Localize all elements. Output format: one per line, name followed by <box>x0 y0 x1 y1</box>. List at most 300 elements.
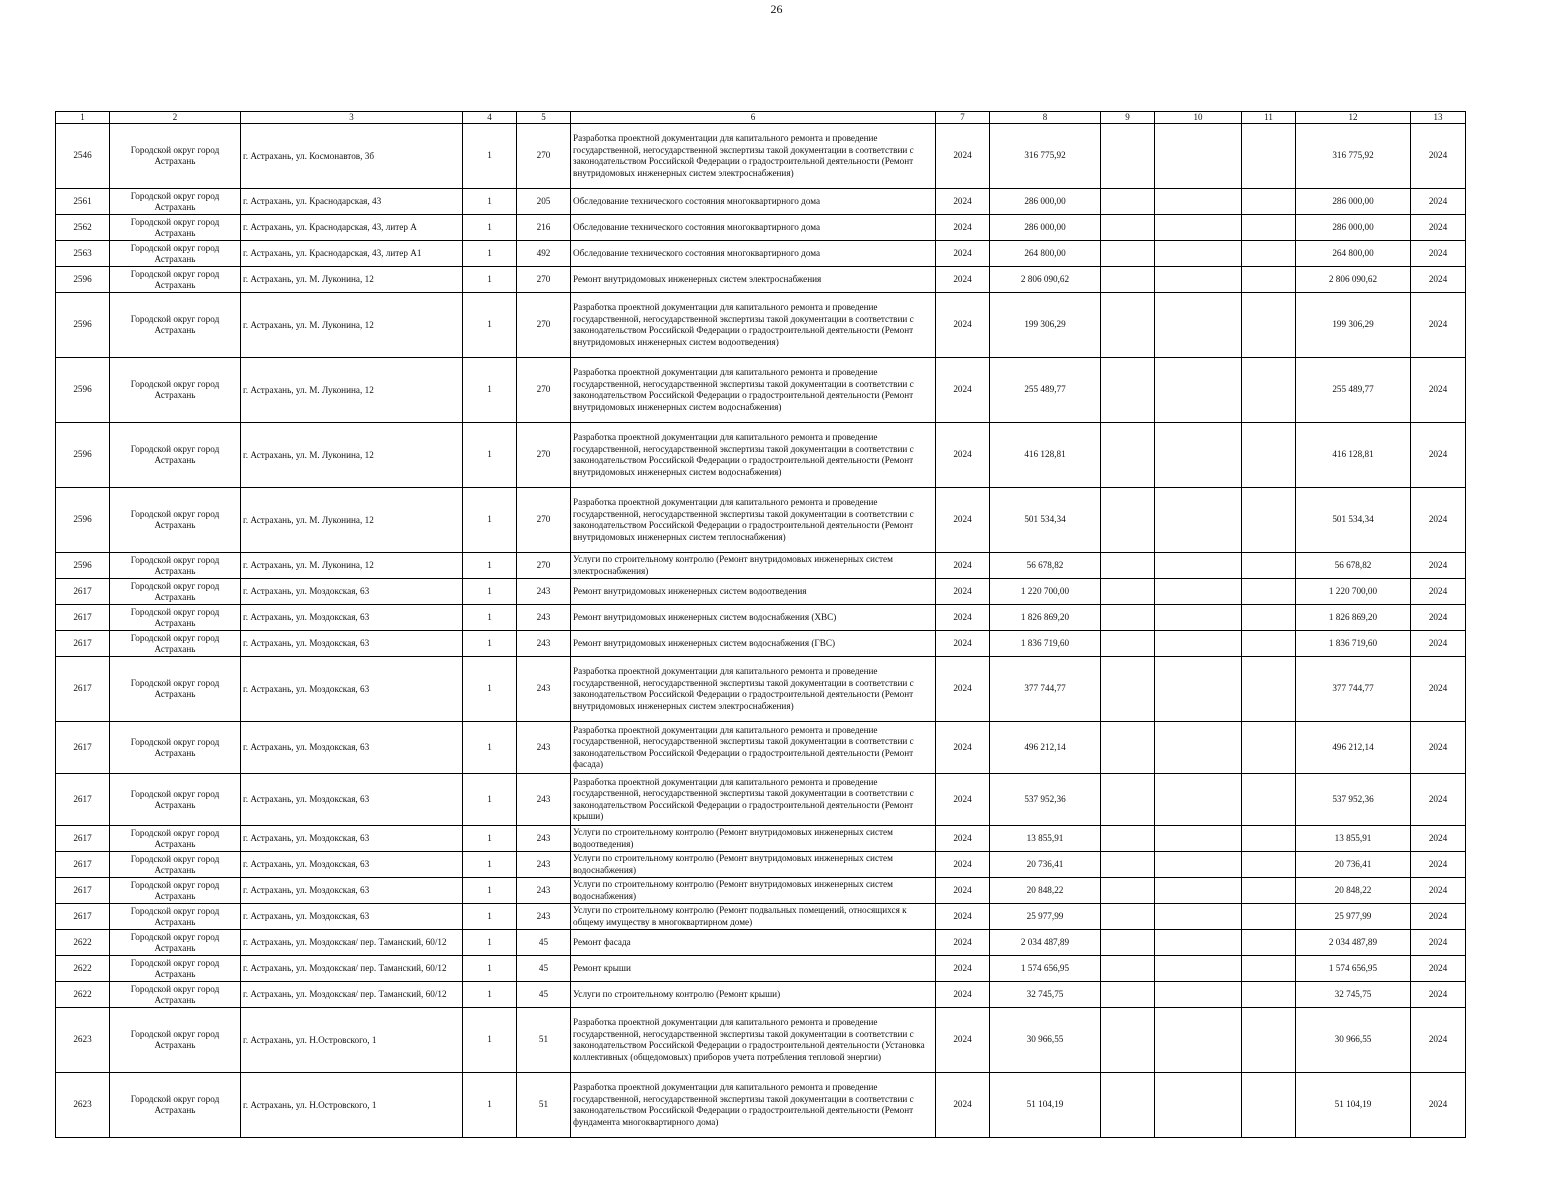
column-10-cell <box>1155 631 1242 657</box>
work-description-cell: Разработка проектной документации для капитального ремонта и проведение государственной, негосударственной экспертизы такой документации в соответствии с законодательством Российской Федерации о градостроительной деятельности (Ремонт внутридомовых инженерных систем теплоснабжения) <box>571 488 936 553</box>
total-amount-cell: 1 220 700,00 <box>1296 579 1411 605</box>
column-10-cell <box>1155 852 1242 878</box>
year-cell: 2024 <box>936 241 990 267</box>
count-cell: 1 <box>463 904 517 930</box>
column-11-cell <box>1242 1008 1296 1073</box>
amount-cell: 286 000,00 <box>990 215 1101 241</box>
row-number-cell: 2617 <box>56 774 110 826</box>
completion-year-cell: 2024 <box>1411 657 1466 722</box>
column-9-cell <box>1101 930 1155 956</box>
table-header-row <box>56 112 1466 124</box>
total-amount-cell: 264 800,00 <box>1296 241 1411 267</box>
code-cell: 270 <box>517 124 571 189</box>
completion-year-cell: 2024 <box>1411 1008 1466 1073</box>
table-row <box>56 423 1466 488</box>
work-description-cell: Обследование технического состояния многоквартирного дома <box>571 189 936 215</box>
amount-cell: 20 736,41 <box>990 852 1101 878</box>
column-header: 12 <box>1296 112 1411 124</box>
municipality-cell: Городской округ город Астрахань <box>110 293 241 358</box>
address-cell: г. Астрахань, ул. Моздокская, 63 <box>241 774 463 826</box>
year-cell: 2024 <box>936 215 990 241</box>
year-cell: 2024 <box>936 774 990 826</box>
municipality-cell: Городской округ город Астрахань <box>110 605 241 631</box>
column-header: 9 <box>1101 112 1155 124</box>
row-number-cell: 2617 <box>56 657 110 722</box>
table-row <box>56 826 1466 852</box>
code-cell: 270 <box>517 423 571 488</box>
column-10-cell <box>1155 358 1242 423</box>
work-description-cell: Услуги по строительному контролю (Ремонт подвальных помещений, относящихся к общему имуществу в многоквартирном доме) <box>571 904 936 930</box>
municipality-cell: Городской округ город Астрахань <box>110 930 241 956</box>
address-cell: г. Астрахань, ул. Моздокская, 63 <box>241 657 463 722</box>
address-cell: г. Астрахань, ул. Краснодарская, 43, литер А <box>241 215 463 241</box>
total-amount-cell: 537 952,36 <box>1296 774 1411 826</box>
amount-cell: 377 744,77 <box>990 657 1101 722</box>
address-cell: г. Астрахань, ул. М. Луконина, 12 <box>241 488 463 553</box>
completion-year-cell: 2024 <box>1411 605 1466 631</box>
municipality-cell: Городской округ город Астрахань <box>110 1073 241 1138</box>
completion-year-cell: 2024 <box>1411 241 1466 267</box>
completion-year-cell: 2024 <box>1411 553 1466 579</box>
code-cell: 45 <box>517 930 571 956</box>
table-row <box>56 774 1466 826</box>
work-description-cell: Разработка проектной документации для капитального ремонта и проведение государственной, негосударственной экспертизы такой документации в соответствии с законодательством Российской Федерации о градостроительной деятельности (Ремонт внутридомовых инженерных систем электроснабжения) <box>571 124 936 189</box>
address-cell: г. Астрахань, ул. М. Луконина, 12 <box>241 553 463 579</box>
table-row <box>56 605 1466 631</box>
year-cell: 2024 <box>936 1073 990 1138</box>
column-10-cell <box>1155 657 1242 722</box>
count-cell: 1 <box>463 1008 517 1073</box>
code-cell: 243 <box>517 904 571 930</box>
column-10-cell <box>1155 579 1242 605</box>
code-cell: 243 <box>517 605 571 631</box>
table-row <box>56 904 1466 930</box>
row-number-cell: 2617 <box>56 579 110 605</box>
column-11-cell <box>1242 878 1296 904</box>
column-header: 8 <box>990 112 1101 124</box>
amount-cell: 13 855,91 <box>990 826 1101 852</box>
column-9-cell <box>1101 579 1155 605</box>
year-cell: 2024 <box>936 956 990 982</box>
year-cell: 2024 <box>936 930 990 956</box>
year-cell: 2024 <box>936 293 990 358</box>
table-row <box>56 553 1466 579</box>
column-9-cell <box>1101 241 1155 267</box>
municipality-cell: Городской округ город Астрахань <box>110 553 241 579</box>
column-10-cell <box>1155 904 1242 930</box>
municipality-cell: Городской округ город Астрахань <box>110 982 241 1008</box>
row-number-cell: 2617 <box>56 878 110 904</box>
column-11-cell <box>1242 982 1296 1008</box>
code-cell: 216 <box>517 215 571 241</box>
column-9-cell <box>1101 488 1155 553</box>
municipality-cell: Городской округ город Астрахань <box>110 189 241 215</box>
completion-year-cell: 2024 <box>1411 826 1466 852</box>
year-cell: 2024 <box>936 722 990 774</box>
row-number-cell: 2617 <box>56 904 110 930</box>
column-11-cell <box>1242 553 1296 579</box>
address-cell: г. Астрахань, ул. Н.Островского, 1 <box>241 1008 463 1073</box>
column-11-cell <box>1242 826 1296 852</box>
column-11-cell <box>1242 722 1296 774</box>
column-9-cell <box>1101 189 1155 215</box>
year-cell: 2024 <box>936 124 990 189</box>
count-cell: 1 <box>463 553 517 579</box>
table-row <box>56 358 1466 423</box>
year-cell: 2024 <box>936 826 990 852</box>
column-9-cell <box>1101 956 1155 982</box>
completion-year-cell: 2024 <box>1411 423 1466 488</box>
completion-year-cell: 2024 <box>1411 904 1466 930</box>
row-number-cell: 2617 <box>56 631 110 657</box>
column-10-cell <box>1155 956 1242 982</box>
column-10-cell <box>1155 1073 1242 1138</box>
amount-cell: 2 034 487,89 <box>990 930 1101 956</box>
work-description-cell: Ремонт фасада <box>571 930 936 956</box>
municipality-cell: Городской округ город Астрахань <box>110 878 241 904</box>
total-amount-cell: 255 489,77 <box>1296 358 1411 423</box>
column-10-cell <box>1155 826 1242 852</box>
code-cell: 243 <box>517 631 571 657</box>
column-9-cell <box>1101 878 1155 904</box>
year-cell: 2024 <box>936 631 990 657</box>
code-cell: 270 <box>517 553 571 579</box>
total-amount-cell: 20 848,22 <box>1296 878 1411 904</box>
count-cell: 1 <box>463 215 517 241</box>
table-row <box>56 488 1466 553</box>
work-description-cell: Разработка проектной документации для капитального ремонта и проведение государственной, негосударственной экспертизы такой документации в соответствии с законодательством Российской Федерации о градостроительной деятельности (Ремонт внутридомовых инженерных систем водоснабжения) <box>571 358 936 423</box>
code-cell: 243 <box>517 722 571 774</box>
row-number-cell: 2622 <box>56 930 110 956</box>
year-cell: 2024 <box>936 358 990 423</box>
code-cell: 270 <box>517 358 571 423</box>
column-11-cell <box>1242 358 1296 423</box>
work-description-cell: Ремонт внутридомовых инженерных систем водоснабжения (ГВС) <box>571 631 936 657</box>
completion-year-cell: 2024 <box>1411 956 1466 982</box>
column-11-cell <box>1242 657 1296 722</box>
address-cell: г. Астрахань, ул. М. Луконина, 12 <box>241 358 463 423</box>
municipality-cell: Городской округ город Астрахань <box>110 267 241 293</box>
code-cell: 45 <box>517 982 571 1008</box>
column-header: 1 <box>56 112 110 124</box>
row-number-cell: 2596 <box>56 423 110 488</box>
table-row <box>56 631 1466 657</box>
column-header: 7 <box>936 112 990 124</box>
code-cell: 243 <box>517 878 571 904</box>
total-amount-cell: 199 306,29 <box>1296 293 1411 358</box>
column-11-cell <box>1242 904 1296 930</box>
municipality-cell: Городской округ город Астрахань <box>110 631 241 657</box>
completion-year-cell: 2024 <box>1411 215 1466 241</box>
column-11-cell <box>1242 579 1296 605</box>
amount-cell: 32 745,75 <box>990 982 1101 1008</box>
table-row <box>56 215 1466 241</box>
row-number-cell: 2563 <box>56 241 110 267</box>
completion-year-cell: 2024 <box>1411 124 1466 189</box>
table-row <box>56 124 1466 189</box>
column-10-cell <box>1155 267 1242 293</box>
address-cell: г. Астрахань, ул. Моздокская/ пер. Таманский, 60/12 <box>241 982 463 1008</box>
municipality-cell: Городской округ город Астрахань <box>110 423 241 488</box>
address-cell: г. Астрахань, ул. М. Луконина, 12 <box>241 423 463 488</box>
column-11-cell <box>1242 605 1296 631</box>
completion-year-cell: 2024 <box>1411 930 1466 956</box>
total-amount-cell: 32 745,75 <box>1296 982 1411 1008</box>
work-description-cell: Ремонт внутридомовых инженерных систем водоотведения <box>571 579 936 605</box>
total-amount-cell: 316 775,92 <box>1296 124 1411 189</box>
row-number-cell: 2562 <box>56 215 110 241</box>
count-cell: 1 <box>463 878 517 904</box>
count-cell: 1 <box>463 488 517 553</box>
row-number-cell: 2596 <box>56 267 110 293</box>
completion-year-cell: 2024 <box>1411 293 1466 358</box>
total-amount-cell: 2 806 090,62 <box>1296 267 1411 293</box>
year-cell: 2024 <box>936 657 990 722</box>
work-description-cell: Разработка проектной документации для капитального ремонта и проведение государственной, негосударственной экспертизы такой документации в соответствии с законодательством Российской Федерации о градостроительной деятельности (Установка коллективных (общедомовых) приборов учета потребления тепловой энергии) <box>571 1008 936 1073</box>
code-cell: 270 <box>517 293 571 358</box>
address-cell: г. Астрахань, ул. Н.Островского, 1 <box>241 1073 463 1138</box>
total-amount-cell: 416 128,81 <box>1296 423 1411 488</box>
table-row <box>56 930 1466 956</box>
column-10-cell <box>1155 293 1242 358</box>
code-cell: 270 <box>517 267 571 293</box>
amount-cell: 501 534,34 <box>990 488 1101 553</box>
total-amount-cell: 56 678,82 <box>1296 553 1411 579</box>
column-header: 11 <box>1242 112 1296 124</box>
column-header: 13 <box>1411 112 1466 124</box>
column-11-cell <box>1242 189 1296 215</box>
address-cell: г. Астрахань, ул. М. Луконина, 12 <box>241 267 463 293</box>
row-number-cell: 2617 <box>56 826 110 852</box>
column-10-cell <box>1155 553 1242 579</box>
column-9-cell <box>1101 215 1155 241</box>
year-cell: 2024 <box>936 1008 990 1073</box>
amount-cell: 537 952,36 <box>990 774 1101 826</box>
count-cell: 1 <box>463 774 517 826</box>
column-11-cell <box>1242 267 1296 293</box>
completion-year-cell: 2024 <box>1411 878 1466 904</box>
code-cell: 51 <box>517 1073 571 1138</box>
table-row <box>56 722 1466 774</box>
column-11-cell <box>1242 631 1296 657</box>
table-row <box>56 267 1466 293</box>
column-header: 6 <box>571 112 936 124</box>
column-9-cell <box>1101 774 1155 826</box>
table-row <box>56 241 1466 267</box>
column-9-cell <box>1101 605 1155 631</box>
amount-cell: 56 678,82 <box>990 553 1101 579</box>
total-amount-cell: 286 000,00 <box>1296 215 1411 241</box>
column-9-cell <box>1101 553 1155 579</box>
amount-cell: 2 806 090,62 <box>990 267 1101 293</box>
row-number-cell: 2623 <box>56 1073 110 1138</box>
amount-cell: 1 220 700,00 <box>990 579 1101 605</box>
column-11-cell <box>1242 423 1296 488</box>
municipality-cell: Городской округ город Астрахань <box>110 1008 241 1073</box>
column-9-cell <box>1101 267 1155 293</box>
address-cell: г. Астрахань, ул. Краснодарская, 43 <box>241 189 463 215</box>
municipality-cell: Городской округ город Астрахань <box>110 579 241 605</box>
column-10-cell <box>1155 423 1242 488</box>
column-9-cell <box>1101 1073 1155 1138</box>
municipality-cell: Городской округ город Астрахань <box>110 358 241 423</box>
address-cell: г. Астрахань, ул. Космонавтов, 3б <box>241 124 463 189</box>
total-amount-cell: 501 534,34 <box>1296 488 1411 553</box>
completion-year-cell: 2024 <box>1411 358 1466 423</box>
column-header: 2 <box>110 112 241 124</box>
year-cell: 2024 <box>936 553 990 579</box>
column-10-cell <box>1155 930 1242 956</box>
work-description-cell: Услуги по строительному контролю (Ремонт внутридомовых инженерных систем водоотведения) <box>571 826 936 852</box>
address-cell: г. Астрахань, ул. Моздокская, 63 <box>241 579 463 605</box>
year-cell: 2024 <box>936 423 990 488</box>
column-11-cell <box>1242 930 1296 956</box>
row-number-cell: 2596 <box>56 358 110 423</box>
table-row <box>56 189 1466 215</box>
amount-cell: 30 966,55 <box>990 1008 1101 1073</box>
work-description-cell: Обследование технического состояния многоквартирного дома <box>571 215 936 241</box>
column-9-cell <box>1101 124 1155 189</box>
column-10-cell <box>1155 241 1242 267</box>
year-cell: 2024 <box>936 267 990 293</box>
address-cell: г. Астрахань, ул. Моздокская, 63 <box>241 878 463 904</box>
column-11-cell <box>1242 774 1296 826</box>
completion-year-cell: 2024 <box>1411 631 1466 657</box>
count-cell: 1 <box>463 605 517 631</box>
completion-year-cell: 2024 <box>1411 488 1466 553</box>
municipality-cell: Городской округ город Астрахань <box>110 956 241 982</box>
row-number-cell: 2622 <box>56 956 110 982</box>
row-number-cell: 2596 <box>56 553 110 579</box>
count-cell: 1 <box>463 982 517 1008</box>
column-10-cell <box>1155 878 1242 904</box>
row-number-cell: 2596 <box>56 488 110 553</box>
count-cell: 1 <box>463 267 517 293</box>
code-cell: 492 <box>517 241 571 267</box>
municipality-cell: Городской округ город Астрахань <box>110 657 241 722</box>
work-description-cell: Разработка проектной документации для капитального ремонта и проведение государственной, негосударственной экспертизы такой документации в соответствии с законодательством Российской Федерации о градостроительной деятельности (Ремонт внутридомовых инженерных систем электроснабжения) <box>571 657 936 722</box>
address-cell: г. Астрахань, ул. Моздокская, 63 <box>241 605 463 631</box>
column-11-cell <box>1242 956 1296 982</box>
total-amount-cell: 496 212,14 <box>1296 722 1411 774</box>
address-cell: г. Астрахань, ул. Моздокская, 63 <box>241 826 463 852</box>
amount-cell: 255 489,77 <box>990 358 1101 423</box>
row-number-cell: 2617 <box>56 605 110 631</box>
row-number-cell: 2617 <box>56 722 110 774</box>
total-amount-cell: 1 836 719,60 <box>1296 631 1411 657</box>
row-number-cell: 2546 <box>56 124 110 189</box>
year-cell: 2024 <box>936 605 990 631</box>
row-number-cell: 2561 <box>56 189 110 215</box>
column-9-cell <box>1101 852 1155 878</box>
count-cell: 1 <box>463 423 517 488</box>
amount-cell: 1 574 656,95 <box>990 956 1101 982</box>
column-9-cell <box>1101 904 1155 930</box>
row-number-cell: 2617 <box>56 852 110 878</box>
municipality-cell: Городской округ город Астрахань <box>110 826 241 852</box>
address-cell: г. Астрахань, ул. Краснодарская, 43, литер А1 <box>241 241 463 267</box>
column-10-cell <box>1155 774 1242 826</box>
count-cell: 1 <box>463 241 517 267</box>
year-cell: 2024 <box>936 878 990 904</box>
column-9-cell <box>1101 982 1155 1008</box>
column-11-cell <box>1242 852 1296 878</box>
column-9-cell <box>1101 657 1155 722</box>
amount-cell: 496 212,14 <box>990 722 1101 774</box>
column-11-cell <box>1242 1073 1296 1138</box>
completion-year-cell: 2024 <box>1411 267 1466 293</box>
table-row <box>56 956 1466 982</box>
row-number-cell: 2623 <box>56 1008 110 1073</box>
amount-cell: 264 800,00 <box>990 241 1101 267</box>
column-10-cell <box>1155 124 1242 189</box>
total-amount-cell: 377 744,77 <box>1296 657 1411 722</box>
column-header: 10 <box>1155 112 1242 124</box>
count-cell: 1 <box>463 657 517 722</box>
column-9-cell <box>1101 722 1155 774</box>
count-cell: 1 <box>463 722 517 774</box>
amount-cell: 416 128,81 <box>990 423 1101 488</box>
row-number-cell: 2596 <box>56 293 110 358</box>
code-cell: 243 <box>517 852 571 878</box>
work-description-cell: Ремонт внутридомовых инженерных систем водоснабжения (ХВС) <box>571 605 936 631</box>
completion-year-cell: 2024 <box>1411 579 1466 605</box>
column-9-cell <box>1101 826 1155 852</box>
municipality-cell: Городской округ город Астрахань <box>110 904 241 930</box>
work-description-cell: Услуги по строительному контролю (Ремонт внутридомовых инженерных систем водоснабжения) <box>571 852 936 878</box>
municipality-cell: Городской округ город Астрахань <box>110 215 241 241</box>
column-header: 5 <box>517 112 571 124</box>
work-description-cell: Разработка проектной документации для капитального ремонта и проведение государственной, негосударственной экспертизы такой документации в соответствии с законодательством Российской Федерации о градостроительной деятельности (Ремонт внутридомовых инженерных систем водоснабжения) <box>571 423 936 488</box>
municipality-cell: Городской округ город Астрахань <box>110 488 241 553</box>
completion-year-cell: 2024 <box>1411 982 1466 1008</box>
year-cell: 2024 <box>936 579 990 605</box>
column-10-cell <box>1155 189 1242 215</box>
table-row <box>56 657 1466 722</box>
count-cell: 1 <box>463 930 517 956</box>
table-row <box>56 878 1466 904</box>
work-description-cell: Разработка проектной документации для капитального ремонта и проведение государственной, негосударственной экспертизы такой документации в соответствии с законодательством Российской Федерации о градостроительной деятельности (Ремонт крыши) <box>571 774 936 826</box>
amount-cell: 51 104,19 <box>990 1073 1101 1138</box>
count-cell: 1 <box>463 189 517 215</box>
amount-cell: 25 977,99 <box>990 904 1101 930</box>
column-11-cell <box>1242 241 1296 267</box>
column-11-cell <box>1242 488 1296 553</box>
total-amount-cell: 51 104,19 <box>1296 1073 1411 1138</box>
address-cell: г. Астрахань, ул. Моздокская, 63 <box>241 631 463 657</box>
column-9-cell <box>1101 1008 1155 1073</box>
count-cell: 1 <box>463 1073 517 1138</box>
work-description-cell: Разработка проектной документации для капитального ремонта и проведение государственной, негосударственной экспертизы такой документации в соответствии с законодательством Российской Федерации о градостроительной деятельности (Ремонт внутридомовых инженерных систем водоотведения) <box>571 293 936 358</box>
column-header: 4 <box>463 112 517 124</box>
column-10-cell <box>1155 605 1242 631</box>
completion-year-cell: 2024 <box>1411 852 1466 878</box>
code-cell: 205 <box>517 189 571 215</box>
total-amount-cell: 286 000,00 <box>1296 189 1411 215</box>
table-row <box>56 293 1466 358</box>
column-9-cell <box>1101 293 1155 358</box>
total-amount-cell: 20 736,41 <box>1296 852 1411 878</box>
total-amount-cell: 13 855,91 <box>1296 826 1411 852</box>
address-cell: г. Астрахань, ул. Моздокская, 63 <box>241 722 463 774</box>
code-cell: 45 <box>517 956 571 982</box>
count-cell: 1 <box>463 852 517 878</box>
column-header: 3 <box>241 112 463 124</box>
column-9-cell <box>1101 631 1155 657</box>
count-cell: 1 <box>463 956 517 982</box>
row-number-cell: 2622 <box>56 982 110 1008</box>
registry-table <box>55 111 1466 1138</box>
